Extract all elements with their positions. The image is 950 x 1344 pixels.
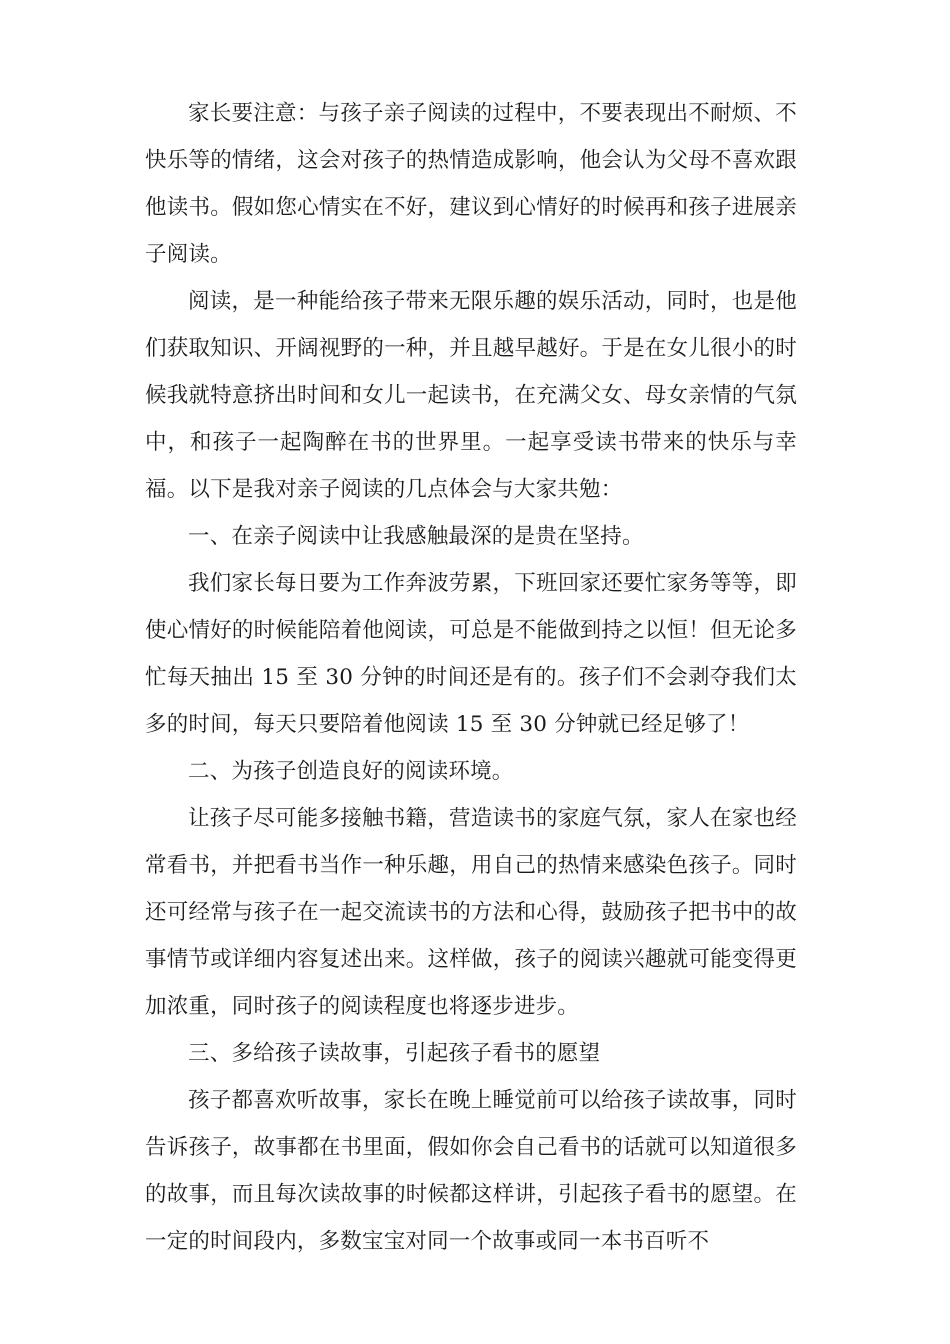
heading-stories: 三、多给孩子读故事，引起孩子看书的愿望 bbox=[188, 1041, 601, 1066]
paragraph-environment: 让孩子尽可能多接触书籍，营造读书的家庭气氛，家人在家也经常看书，并把看书当作一种乐趣，用自己的热情来感染色孩子。同时还可经常与孩子在一起交流读书的方法和心得，鼓励孩子把书中的故事情节或详细内容复述出来。这样做，孩子的阅读兴趣就可能变得更加浓重，同时孩子的阅读程度也将逐步进步。 bbox=[145, 806, 797, 1019]
paragraph-parent-attitude: 家长要注意：与孩子亲子阅读的过程中，不要表现出不耐烦、不快乐等的情绪，这会对孩子的热情造成影响，他会认为父母不喜欢跟他读书。假如您心情实在不好，建议到心情好的时候再和孩子进展亲子阅读。 bbox=[145, 101, 797, 267]
paragraph-persistence: 我们家长每日要为工作奔波劳累，下班回家还要忙家务等等，即使心情好的时候能陪着他阅读，可总是不能做到持之以恒！但无论多忙每天抽出 15 至 30 分钟的时间还是有的。孩子们不会剥夺我们太多的时间，每天只要陪着他阅读 15 至 30 分钟就已经足够了！ bbox=[145, 571, 797, 737]
heading-environment: 二、为孩子创造良好的阅读环境。 bbox=[188, 759, 514, 784]
heading-persistence: 一、在亲子阅读中让我感触最深的是贵在坚持。 bbox=[188, 524, 644, 549]
document-page bbox=[145, 90, 797, 1265]
paragraph-reading-intro: 阅读，是一种能给孩子带来无限乐趣的娱乐活动，同时，也是他们获取知识、开阔视野的一种，并且越早越好。于是在女儿很小的时候我就特意挤出时间和女儿一起读书，在充满父女、母女亲情的气氛中，和孩子一起陶醉在书的世界里。一起享受读书带来的快乐与幸福。以下是我对亲子阅读的几点体会与大家共勉： bbox=[145, 289, 797, 502]
paragraph-stories: 孩子都喜欢听故事，家长在晚上睡觉前可以给孩子读故事，同时告诉孩子，故事都在书里面，假如你会自己看书的话就可以知道很多的故事，而且每次读故事的时候都这样讲，引起孩子看书的愿望。在一定的时间段内，多数宝宝对同一个故事或同一本书百听不 bbox=[145, 1088, 797, 1254]
